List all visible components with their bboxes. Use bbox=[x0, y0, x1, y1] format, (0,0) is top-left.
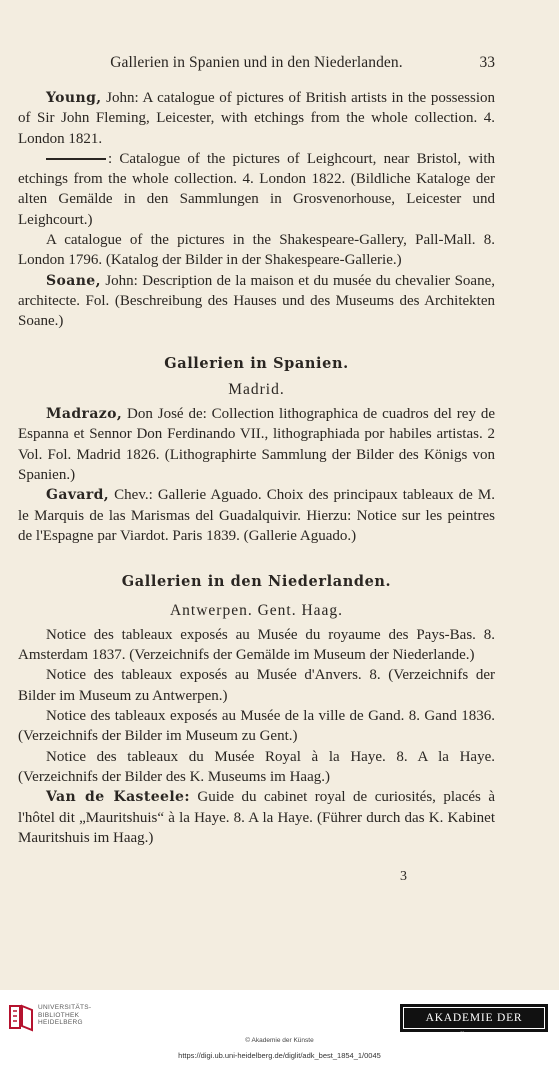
entry-text: : Catalogue of the pictures of Leighcourt, near Bristol, with etchings from the whole collection. 4. London 1822. (Bildliche Kataloge der alten Gemälde in den Sammlungen in Grosvenorhouse, Leicester und Leighcourt.) bbox=[18, 150, 495, 228]
entry-gand bbox=[18, 706, 495, 747]
entry-text: Notice des tableaux exposés au Musée de la ville de Gand. 8. Gand 1836. (Verzeichnifs der Bilder im Museum zu Gent.) bbox=[18, 708, 495, 745]
entry-name: Madrazo, bbox=[46, 406, 123, 423]
logo-line: UNIVERSITÄTS- bbox=[38, 1004, 92, 1011]
body-text bbox=[18, 88, 495, 848]
entry-leighcourt bbox=[18, 149, 495, 230]
ditto-dash bbox=[46, 158, 106, 160]
entry-anvers bbox=[18, 665, 495, 706]
entry-shakespeare bbox=[18, 230, 495, 271]
entry-name: Young, bbox=[46, 90, 102, 106]
logo-line: BIBLIOTHEK bbox=[38, 1011, 80, 1019]
entry-young bbox=[18, 88, 495, 149]
running-head: Gallerien in Spanien und in den Niederlanden. bbox=[110, 54, 403, 71]
entry-pays-bas bbox=[18, 625, 495, 666]
entry-text: A catalogue of the pictures in the Shakespeare-Gallery, Pall-Mall. 8. London 1796. (Katalog der Bilder in der Shakespeare-Gallerie.) bbox=[18, 232, 495, 269]
section-heading-netherlands: Gallerien in den Niederlanden. bbox=[121, 573, 392, 591]
library-logo-text bbox=[38, 1004, 91, 1027]
university-library-logo[interactable] bbox=[8, 1000, 128, 1034]
copyright-notice: © Akademie der Künste bbox=[245, 1037, 314, 1044]
entry-text: Don José de: Collection lithographica de cuadros del rey de Espanna et Sennor Don Ferdinando VII., lithographiada por habiles artistas. 2 Vol. Fol. Madrid 1826. (Lithographirte Sammlung der Bilder des Königs von Spanien.) bbox=[18, 406, 495, 484]
entry-text: Notice des tableaux exposés au Musée du royaume des Pays-Bas. 8. Amsterdam 1837. (Verzeichnifs der Gemälde im Museum der Niederlande.) bbox=[18, 626, 495, 664]
entry-name: Van de Kasteele: bbox=[46, 789, 190, 806]
entry-text: Notice des tableaux exposés au Musée d'Anvers. 8. (Verzeichnifs der Bilder im Museum zu Antwerpen.) bbox=[18, 667, 495, 704]
entry-text: Chev.: Gallerie Aguado. Choix des principaux tableaux de M. le Marquis de las Marismas del Guadalquivir. Hierzu: Notice sur les peintres de l'Espagne par Viardot. Paris 1839. (Gallerie Aguado.) bbox=[18, 487, 495, 544]
page-number: 33 bbox=[479, 54, 495, 71]
akademie-label: AKADEMIE DER KÜNSTE bbox=[403, 1007, 545, 1029]
library-logo-icon bbox=[8, 1002, 34, 1032]
place-heading-madrid: Madrid. bbox=[228, 380, 285, 398]
entry-name: Gavard, bbox=[46, 487, 110, 504]
entry-text: John: Description de la maison et du musée du chevalier Soane, architecte. Fol. (Beschreibung des Hauses und des Museums des Architekten Soane.) bbox=[18, 272, 495, 330]
akademie-logo[interactable] bbox=[400, 1004, 548, 1044]
entry-text: John: A catalogue of pictures of British artists in the possession of Sir John Fleming, Leicester, with etchings from the whole collection. 4. London 1821. bbox=[18, 90, 495, 147]
entry-van-de-kasteele bbox=[18, 787, 495, 848]
entry-text: Notice des tableaux du Musée Royal à la Haye. 8. A la Haye. (Verzeichnifs der Bilder des K. Museums im Haag.) bbox=[18, 748, 495, 785]
footer bbox=[0, 990, 559, 1065]
entry-gavard bbox=[18, 485, 495, 546]
section-heading-spain: Gallerien in Spanien. bbox=[164, 354, 349, 372]
entry-madrazo bbox=[18, 404, 495, 485]
entry-name: Soane, bbox=[46, 272, 101, 289]
entry-soane bbox=[18, 271, 495, 332]
logo-line: HEIDELBERG bbox=[38, 1019, 83, 1026]
source-url[interactable]: https://digi.ub.uni-heidelberg.de/diglit/adk_best_1854_1/0045 bbox=[178, 1051, 381, 1060]
entry-text: Guide du cabinet royal de curiosités, placés à l'hôtel dit „Mauritshuis“ à la Haye. 8. A la Haye. (Führer durch das K. Kabinet Mauritshuis im Haag.) bbox=[18, 789, 496, 846]
signature-mark: 3 bbox=[400, 869, 407, 884]
place-heading-antwerpen: Antwerpen. Gent. Haag. bbox=[169, 601, 344, 619]
entry-haye bbox=[18, 747, 495, 788]
